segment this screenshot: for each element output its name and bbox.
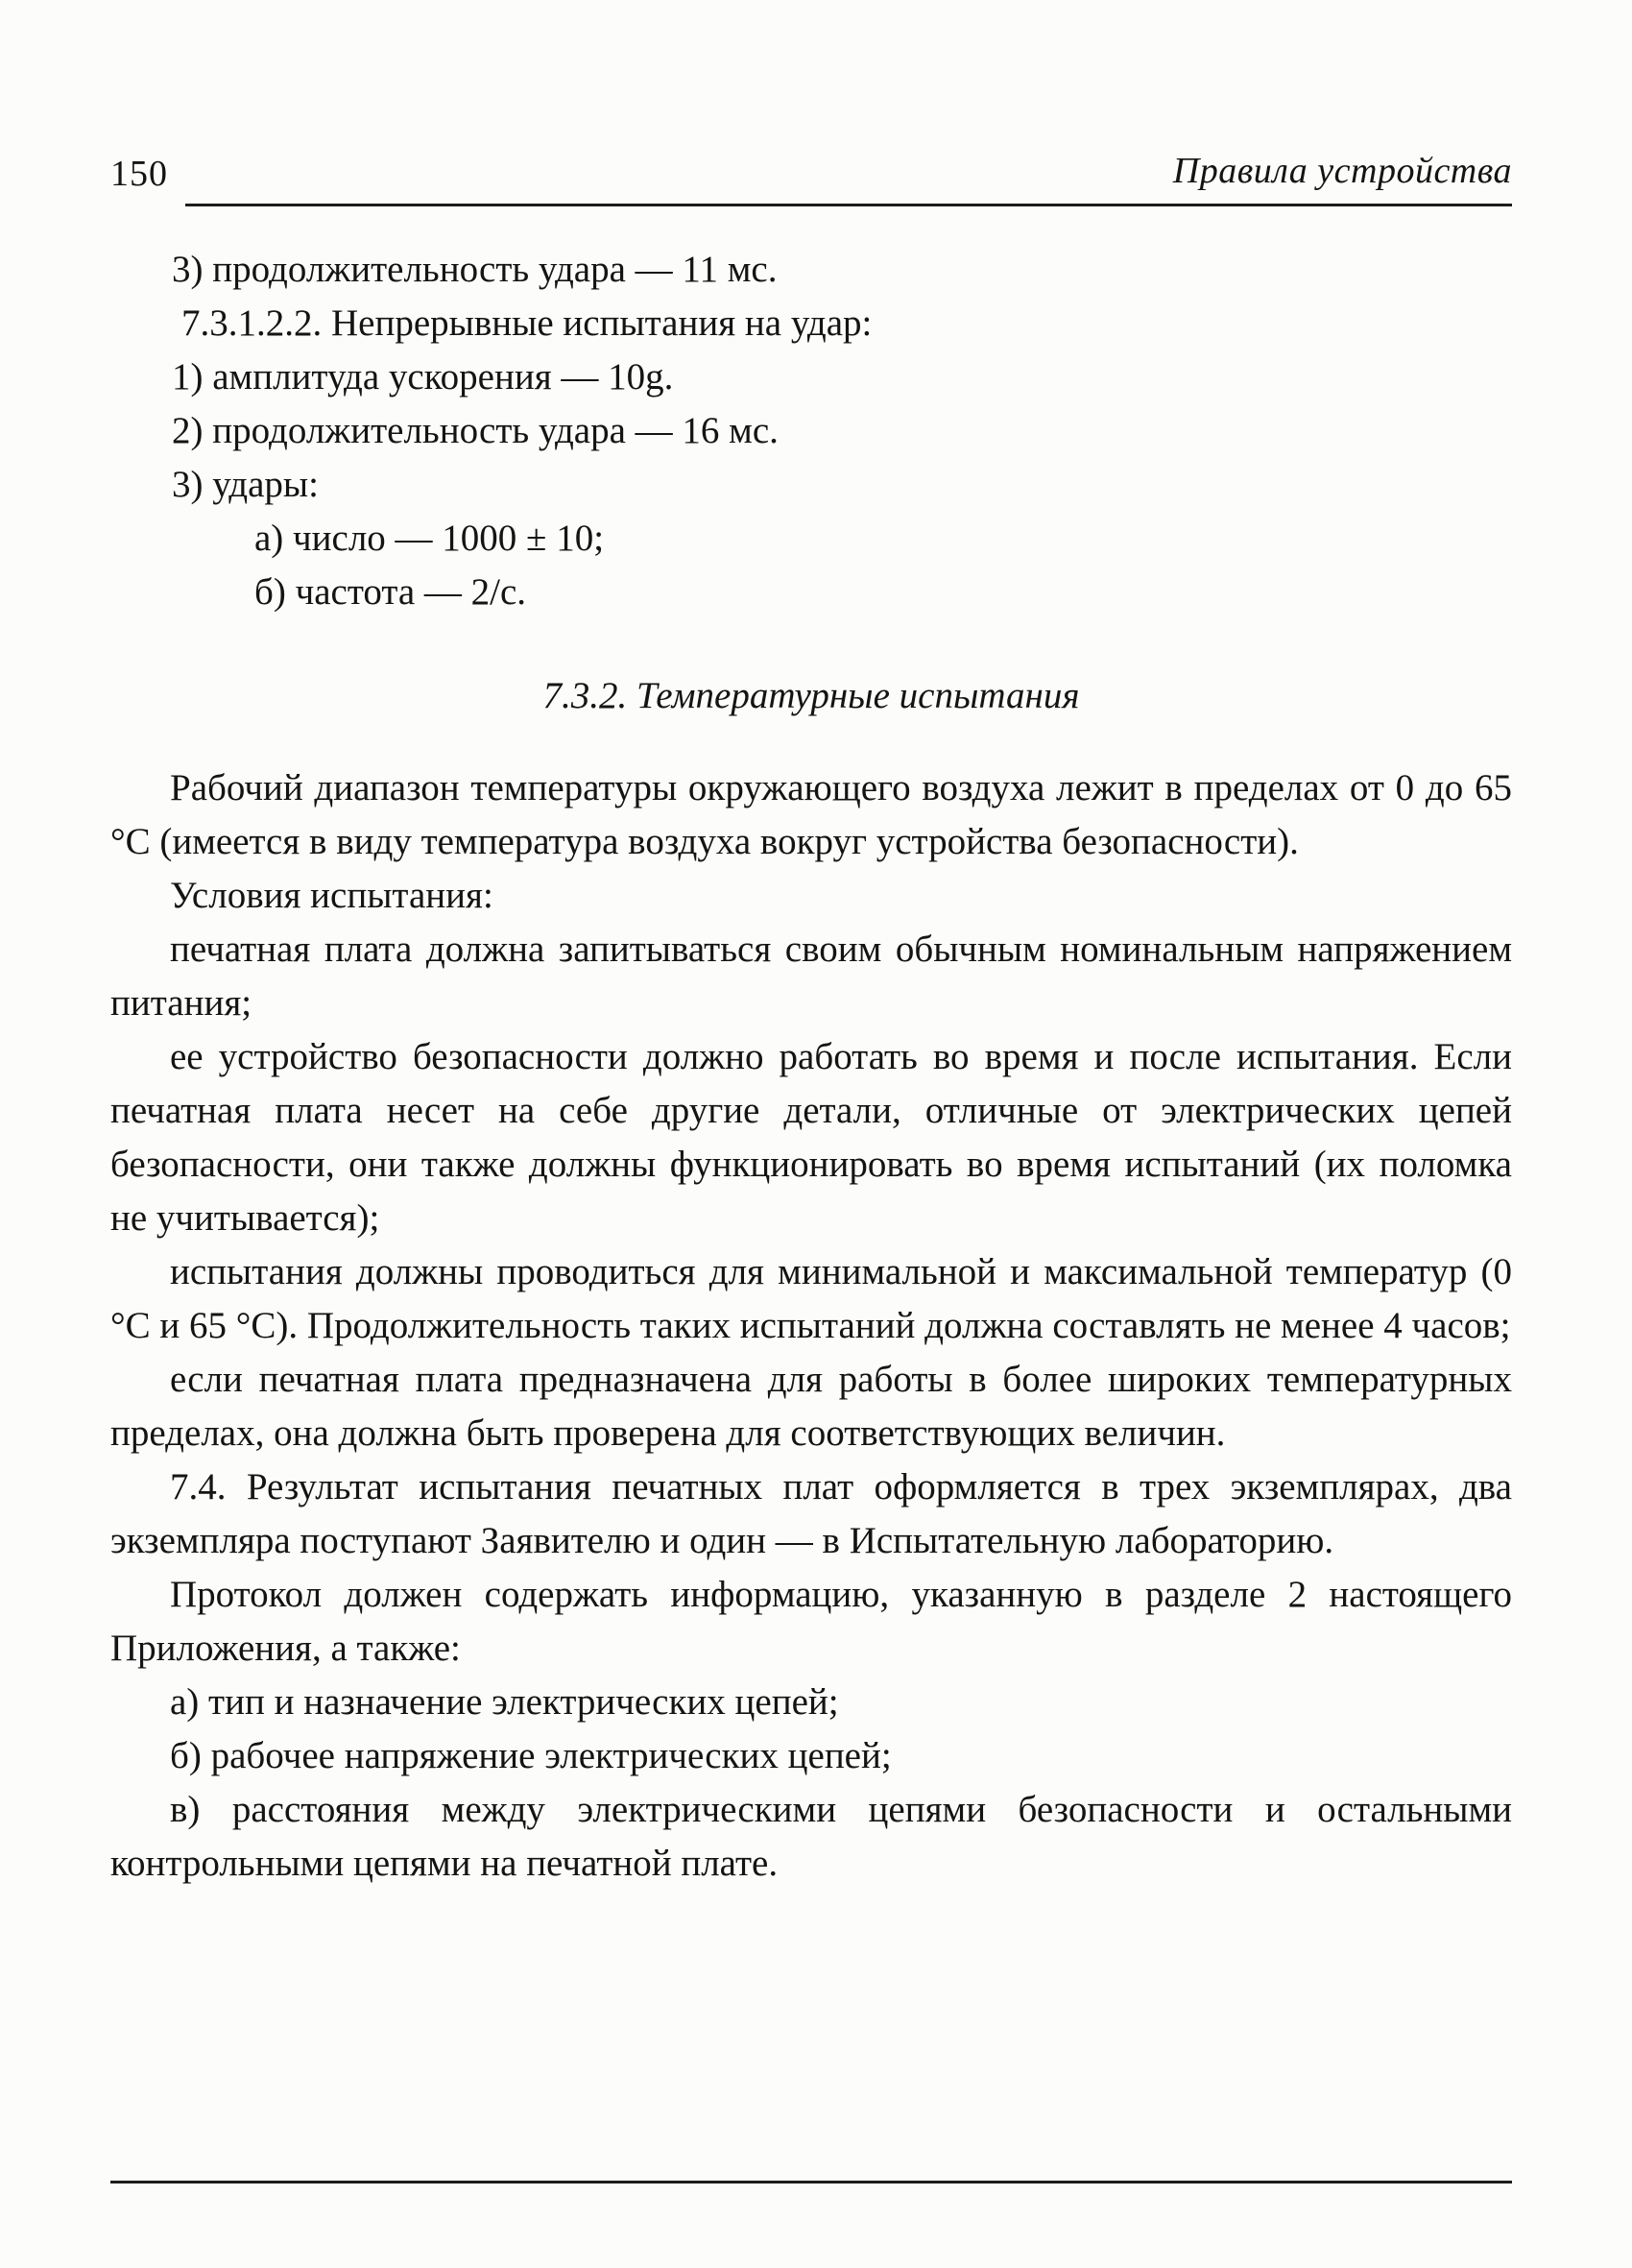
paragraph: Протокол должен содержать информацию, указанную в разделе 2 настоящего Приложения, а также: (110, 1574, 1512, 1669)
paragraph: если печатная плата предназначена для работы в более широких температурных пределах, она должна быть проверена для соответствующих величин. (110, 1359, 1512, 1454)
paragraph: б) рабочее напряжение электрических цепей; (170, 1735, 892, 1776)
paragraph: испытания должны проводиться для минимальной и максимальной температур (0 °С и 65 °С). Продолжительность таких испытаний должна составлять не менее 4 часов; (110, 1251, 1512, 1346)
paragraph: а) тип и назначение электрических цепей; (170, 1681, 839, 1723)
page-header (110, 144, 1512, 206)
list-line: 3) продолжительность удара — 11 мс. (172, 249, 778, 290)
list-line: 2) продолжительность удара — 16 мс. (172, 410, 779, 451)
list-line: 1) амплитуда ускорения — 10g. (172, 356, 674, 398)
paragraph: Рабочий диапазон температуры окружающего воздуха лежит в пределах от 0 до 65 °С (имеется в виду температура воздуха вокруг устройства безопасности). (110, 767, 1512, 862)
page-number: 150 (110, 154, 168, 194)
paragraph: печатная плата должна запитываться своим обычным номинальным напряжением питания; (110, 929, 1512, 1024)
section-heading: 7.3.2. Температурные испытания (542, 675, 1080, 716)
list-line: а) число — 1000 ± 10; (254, 518, 605, 559)
paragraph: ее устройство безопасности должно работать во время и после испытания. Если печатная плата несет на себе другие детали, отличные от электрических цепей безопасности, они также должны функционировать во время испытаний (их поломка не учитывается); (110, 1036, 1512, 1239)
paragraph: в) расстояния между электрическими цепями безопасности и остальными контрольными цепями на печатной плате. (110, 1789, 1512, 1884)
list-line: 3) удары: (172, 464, 319, 505)
shock-test-list (110, 243, 1512, 619)
paragraph: Условия испытания: (170, 875, 493, 916)
list-line: б) частота — 2/с. (254, 571, 527, 613)
footer-rule (110, 2181, 1512, 2184)
running-title: Правила устройства (1172, 151, 1512, 191)
header-rule (185, 144, 1512, 206)
paragraph: 7.4. Результат испытания печатных плат оформляется в трех экземплярах, два экземпляра поступают Заявителю и один — в Испытательную лабораторию. (110, 1466, 1512, 1561)
list-line: 7.3.1.2.2. Непрерывные испытания на удар: (181, 302, 873, 344)
